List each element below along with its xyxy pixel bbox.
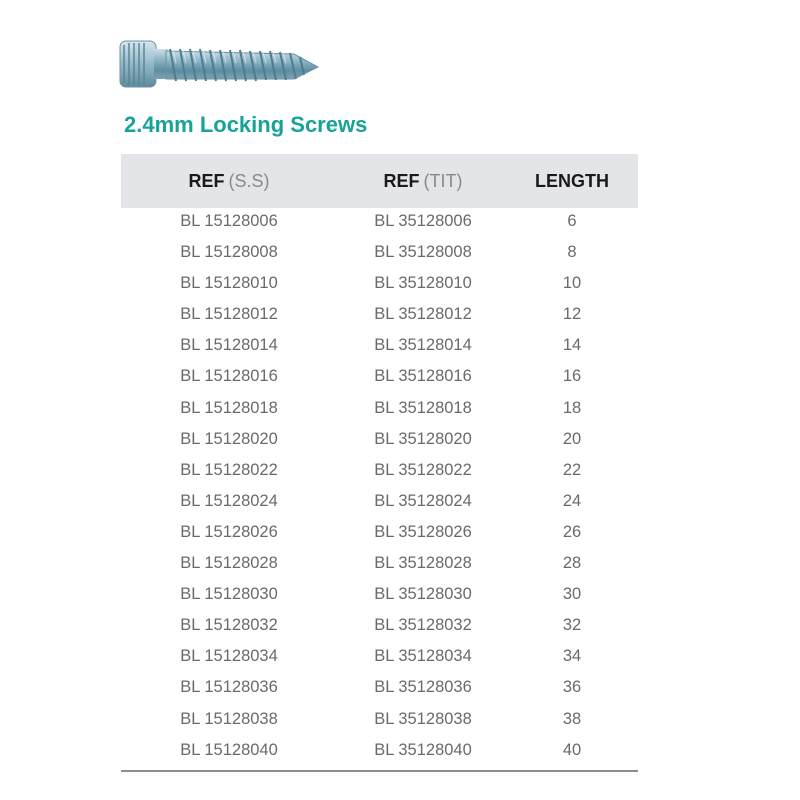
ref-ss-cell: BL 15128010 xyxy=(180,274,278,293)
table-bottom-rule xyxy=(121,770,638,772)
length-cell: 30 xyxy=(562,585,582,604)
ref-tit-cell: BL 35128006 xyxy=(374,212,472,230)
ref-ss-cell: BL 15128038 xyxy=(180,709,278,728)
locking-screw-image xyxy=(118,35,323,90)
table-row xyxy=(121,457,638,488)
length-cell: 8 xyxy=(567,243,577,262)
length-cell: 12 xyxy=(562,305,582,324)
table-row xyxy=(121,550,638,581)
table-row xyxy=(121,270,638,301)
table-row xyxy=(121,332,638,363)
product-title: 2.4mm Locking Screws xyxy=(124,112,368,137)
ref-ss-cell: BL 15128030 xyxy=(180,585,278,604)
ref-ss-cell: BL 15128040 xyxy=(180,740,278,759)
ref-tit-cell: BL 35128030 xyxy=(374,585,472,604)
table-row xyxy=(121,737,638,768)
table-row xyxy=(121,612,638,643)
ref-tit-cell: BL 35128012 xyxy=(374,305,472,324)
length-cell: 20 xyxy=(562,429,582,448)
ref-tit-cell: BL 35128008 xyxy=(374,243,472,262)
header-ref-tit: REF (TIT) xyxy=(383,171,463,191)
ref-tit-cell: BL 35128032 xyxy=(374,616,472,635)
ref-ss-cell: BL 15128034 xyxy=(180,647,278,666)
ref-ss-cell: BL 15128028 xyxy=(180,554,278,573)
table-row xyxy=(121,674,638,705)
table-row xyxy=(121,363,638,394)
ref-ss-cell: BL 15128022 xyxy=(180,460,278,479)
ref-tit-cell: BL 35128018 xyxy=(374,398,472,417)
length-cell: 16 xyxy=(562,367,582,386)
table-header xyxy=(121,154,638,208)
table-row xyxy=(121,706,638,737)
table-row xyxy=(121,301,638,332)
length-cell: 24 xyxy=(562,491,582,510)
length-cell: 32 xyxy=(562,616,582,635)
table-row xyxy=(121,519,638,550)
ref-tit-cell: BL 35128036 xyxy=(374,678,472,697)
length-cell: 14 xyxy=(562,336,582,355)
ref-ss-cell: BL 15128026 xyxy=(180,522,278,541)
ref-tit-cell: BL 35128022 xyxy=(374,460,472,479)
ref-ss-cell: BL 15128008 xyxy=(180,243,278,262)
ref-tit-cell: BL 35128024 xyxy=(374,491,472,510)
length-cell: 18 xyxy=(562,398,582,417)
length-cell: 26 xyxy=(562,522,582,541)
length-cell: 10 xyxy=(562,274,582,293)
table-body xyxy=(121,208,638,768)
table-row xyxy=(121,426,638,457)
ref-tit-cell: BL 35128016 xyxy=(374,367,472,386)
ref-tit-cell: BL 35128028 xyxy=(374,554,472,573)
ref-tit-cell: BL 35128014 xyxy=(374,336,472,355)
ref-tit-cell: BL 35128020 xyxy=(374,429,472,448)
header-length: LENGTH xyxy=(535,171,609,191)
ref-ss-cell: BL 15128014 xyxy=(180,336,278,355)
ref-ss-cell: BL 15128020 xyxy=(180,429,278,448)
length-cell: 36 xyxy=(562,678,582,697)
length-cell: 34 xyxy=(562,647,582,666)
ref-tit-cell: BL 35128026 xyxy=(374,522,472,541)
ref-ss-cell: BL 15128036 xyxy=(180,678,278,697)
ref-ss-cell: BL 15128006 xyxy=(180,212,278,230)
ref-tit-cell: BL 35128034 xyxy=(374,647,472,666)
ref-ss-cell: BL 15128032 xyxy=(180,616,278,635)
ref-ss-cell: BL 15128024 xyxy=(180,491,278,510)
length-cell: 40 xyxy=(562,740,582,759)
length-cell: 6 xyxy=(567,212,577,230)
table-row xyxy=(121,581,638,612)
ref-ss-cell: BL 15128012 xyxy=(180,305,278,324)
table-row xyxy=(121,643,638,674)
ref-tit-cell: BL 35128010 xyxy=(374,274,472,293)
ref-ss-cell: BL 15128018 xyxy=(180,398,278,417)
length-cell: 38 xyxy=(562,709,582,728)
ref-ss-cell: BL 15128016 xyxy=(180,367,278,386)
ref-tit-cell: BL 35128038 xyxy=(374,709,472,728)
header-ref-ss: REF (S.S) xyxy=(188,171,270,191)
table-row xyxy=(121,488,638,519)
length-cell: 28 xyxy=(562,554,582,573)
table-row xyxy=(121,208,638,239)
table-row xyxy=(121,395,638,426)
reference-table xyxy=(121,154,638,768)
length-cell: 22 xyxy=(562,460,582,479)
table-row xyxy=(121,239,638,270)
ref-tit-cell: BL 35128040 xyxy=(374,740,472,759)
